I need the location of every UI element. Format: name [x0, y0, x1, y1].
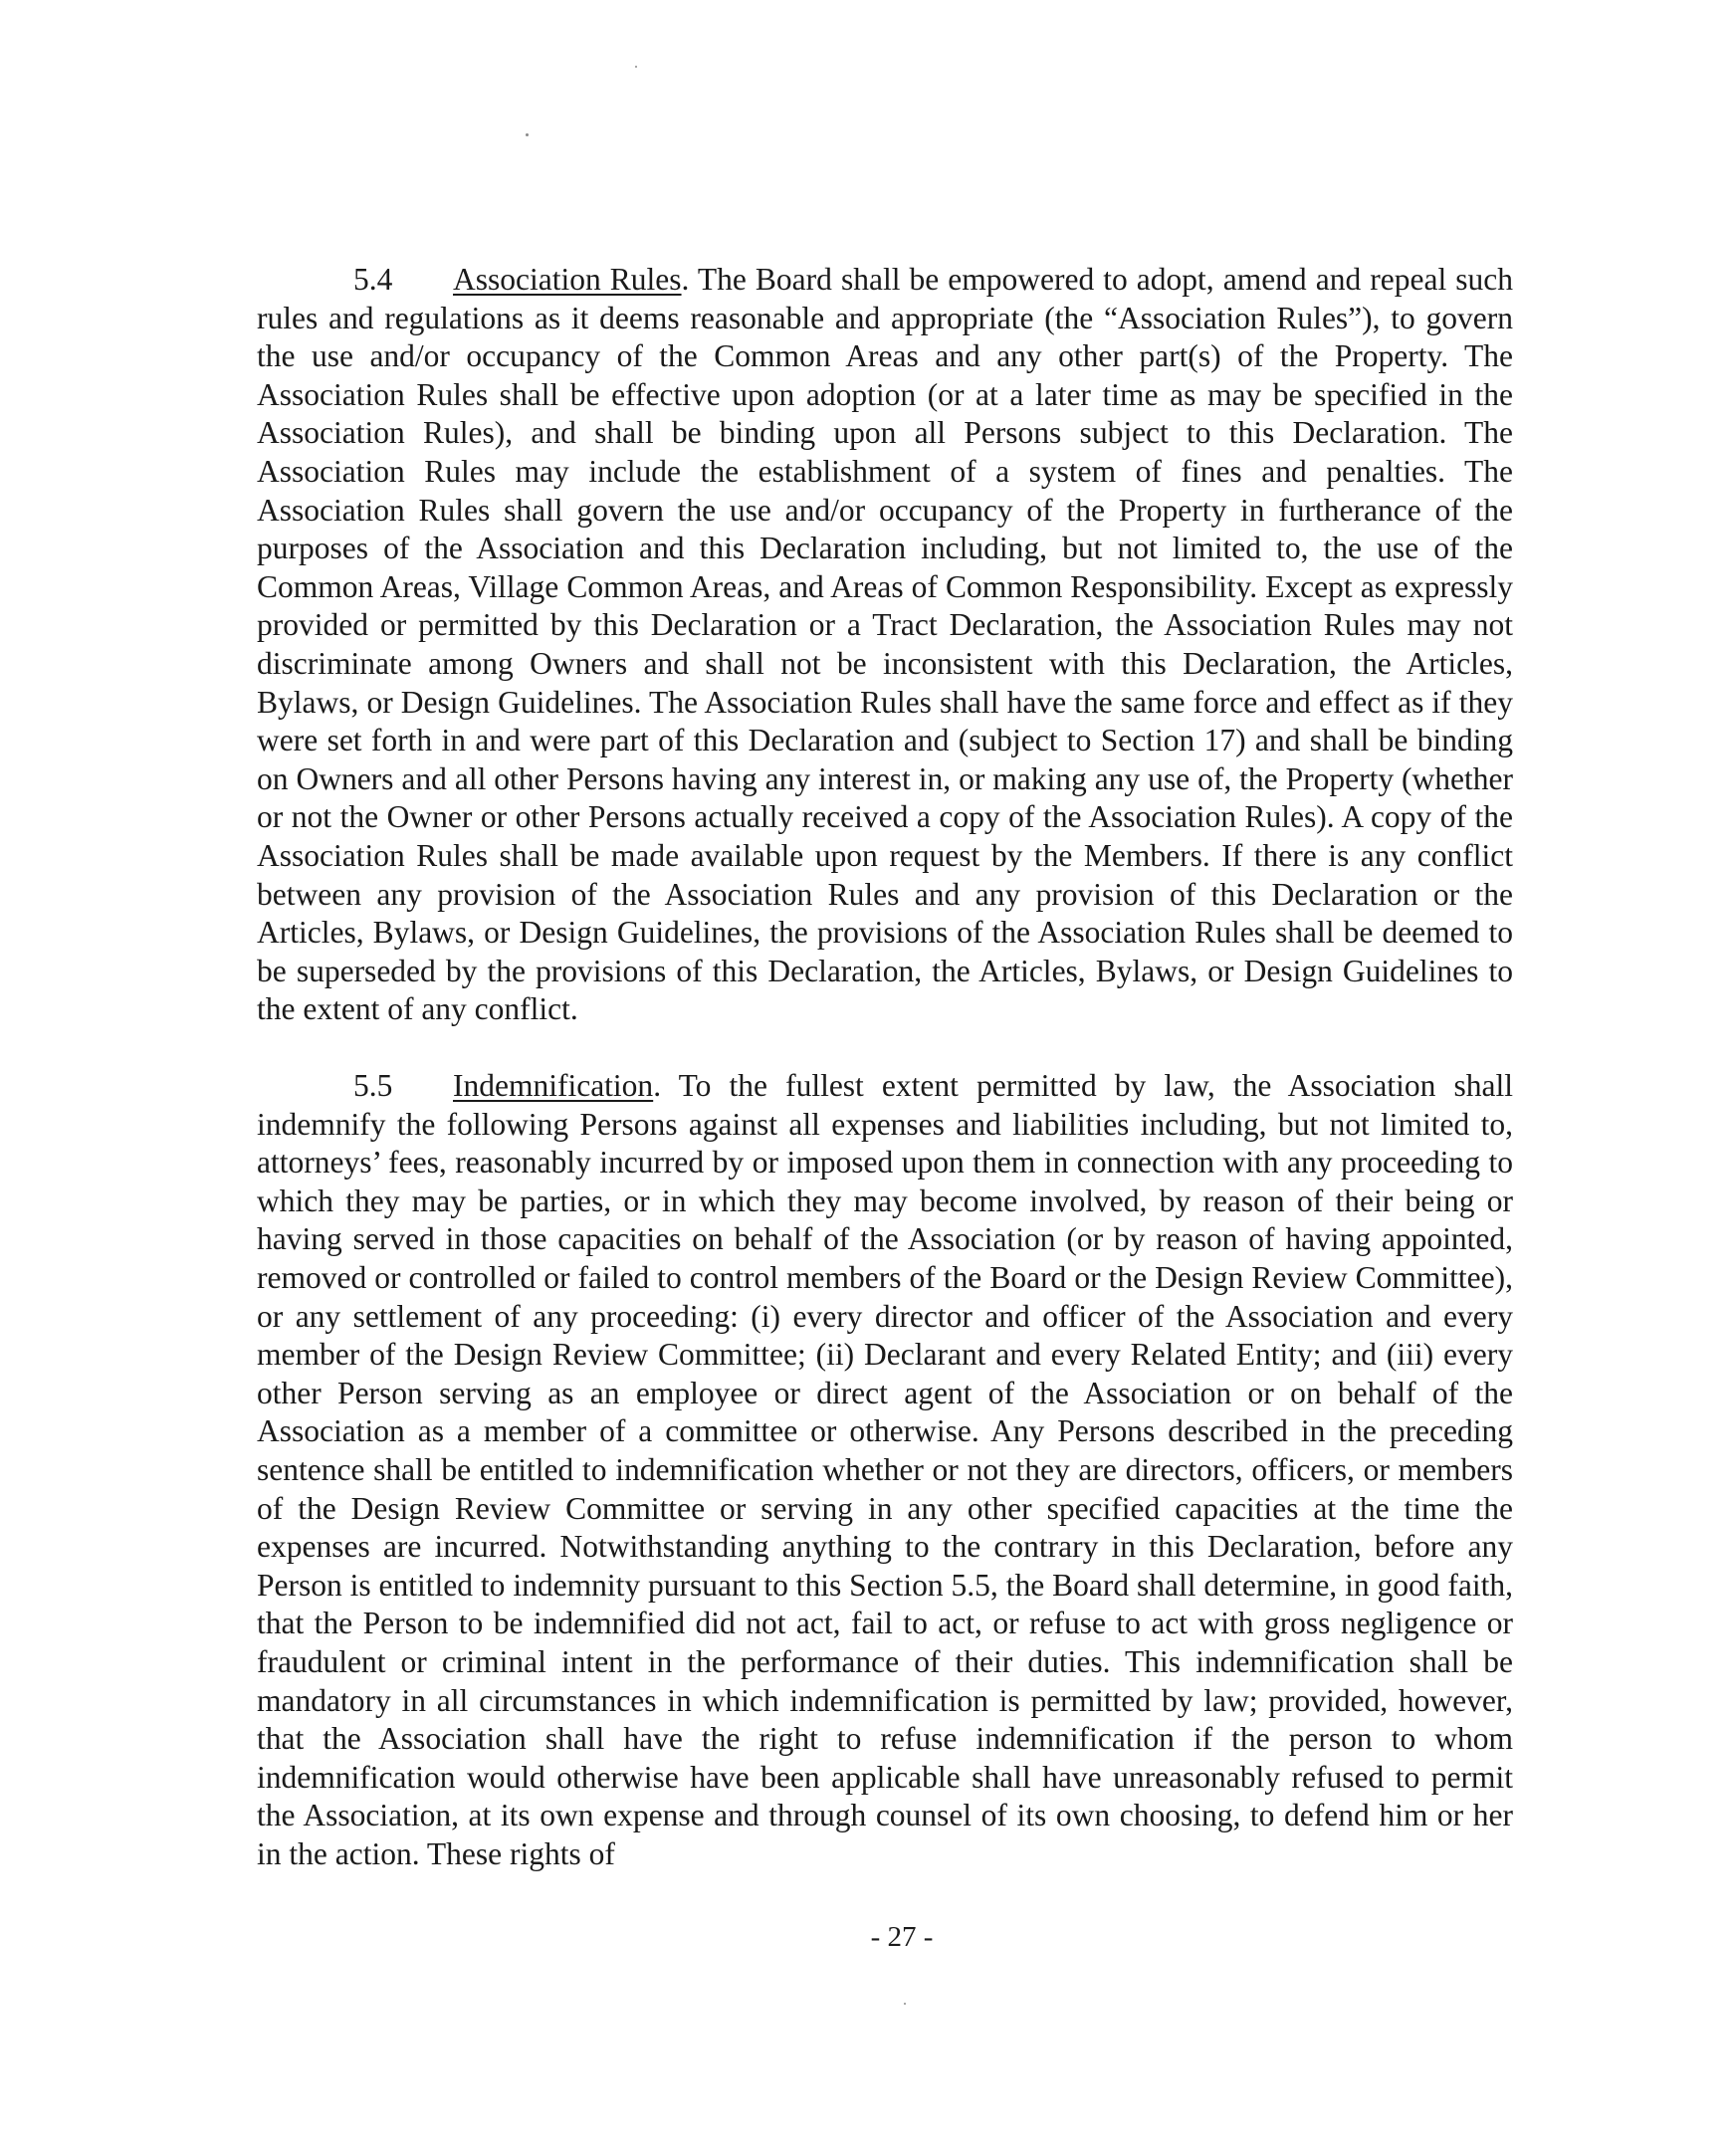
- scan-speck: [904, 2003, 906, 2005]
- scan-speck: [526, 133, 529, 136]
- scan-speck: [635, 66, 637, 68]
- section-heading-punct: .: [653, 1068, 662, 1103]
- section-heading-punct: .: [681, 262, 690, 297]
- section-heading: Association Rules: [453, 262, 682, 297]
- section-5-4: [257, 261, 1513, 1029]
- section-5-5: [257, 1067, 1513, 1873]
- section-heading: Indemnification: [453, 1068, 654, 1103]
- page-number: - 27 -: [870, 1921, 934, 1953]
- section-body: The Board shall be empowered to adopt, amend and repeal such rules and regulations as it deems reasonable and appropriate (the “Association Rules”), to govern the use and/or occupancy of the Common Areas and any other part(s) of the Property. The Association Rules shall be effective upon adoption (or at a later time as may be specified in the Association Rules), and shall be binding upon all Persons subject to this Declaration. The Association Rules may include the establishment of a system of fines and penalties. The Association Rules shall govern the use and/or occupancy of the Property in furtherance of the purposes of the Association and this Declaration including, but not limited to, the use of the Common Areas, Village Common Areas, and Areas of Common Responsibility. Except as expressly provided or permitted by this Declaration or a Tract Declaration, the Association Rules may not discriminate among Owners and shall not be inconsistent with this Declaration, the Articles, Bylaws, or Design Guidelines. The Association Rules shall have the same force and effect as if they were set forth in and were part of this Declaration and (subject to Section 17) and shall be binding on Owners and all other Persons having any interest in, or making any use of, the Property (whether or not the Owner or other Persons actually received a copy of the Association Rules). A copy of the Association Rules shall be made available upon request by the Members. If there is any conflict between any provision of the Association Rules and any provision of this Declaration or the Articles, Bylaws, or Design Guidelines, the provisions of the Association Rules shall be deemed to be superseded by the provisions of this Declaration, the Articles, Bylaws, or Design Guidelines to the extent of any conflict.: [257, 262, 1513, 1027]
- section-body: To the fullest extent permitted by law, the Association shall indemnify the following Persons against all expenses and liabilities including, but not limited to, attorneys’ fees, reasonably incurred by or imposed upon them in connection with any proceeding to which they may be parties, or in which they may become involved, by reason of their being or having served in those capacities on behalf of the Association (or by reason of having appointed, removed or controlled or failed to control members of the Board or the Design Review Committee), or any settlement of any proceeding: (i) every director and officer of the Association and every member of the Design Review Committee; (ii) Declarant and every Related Entity; and (iii) every other Person serving as an employee or direct agent of the Association or on behalf of the Association as a member of a committee or otherwise. Any Persons described in the preceding sentence shall be entitled to indemnification whether or not they are directors, officers, or members of the Design Review Committee or serving in any other specified capacities at the time the expenses are incurred. Notwithstanding anything to the contrary in this Declaration, before any Person is entitled to indemnity pursuant to this Section 5.5, the Board shall determine, in good faith, that the Person to be indemnified did not act, fail to act, or refuse to act with gross negligence or fraudulent or criminal intent in the performance of their duties. This indemnification shall be mandatory in all circumstances in which indemnification is permitted by law; provided, however, that the Association shall have the right to refuse indemnification if the person to whom indemnification would otherwise have been applicable shall have unreasonably refused to permit the Association, at its own expense and through counsel of its own choosing, to defend him or her in the action. These rights of: [257, 1068, 1513, 1871]
- section-number: 5.5: [353, 1068, 393, 1103]
- section-number: 5.4: [353, 262, 393, 297]
